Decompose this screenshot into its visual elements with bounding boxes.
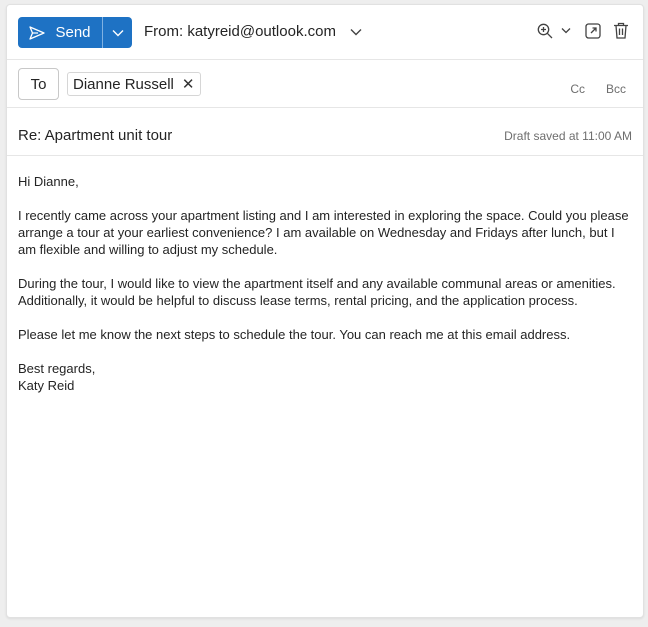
send-button-group <box>18 17 132 48</box>
subject-row <box>7 108 643 156</box>
send-button[interactable] <box>18 17 102 48</box>
from-label: From: katyreid@outlook.com <box>144 23 336 40</box>
compose-window <box>6 4 644 618</box>
chevron-down-icon[interactable] <box>350 28 362 36</box>
zoom-in-icon <box>537 23 553 39</box>
signature: Katy Reid <box>18 378 75 393</box>
zoom-button[interactable] <box>537 23 573 39</box>
to-button[interactable]: To <box>18 68 59 100</box>
to-row <box>7 60 643 108</box>
body-paragraph: Please let me know the next steps to schedule the tour. You can reach me at this email address. <box>18 327 571 342</box>
body-paragraph: During the tour, I would like to view the apartment itself and any available communal areas or amenities. Additionally, it would be helpful to discuss lease terms, rental pricing, and the application process. <box>18 276 616 308</box>
greeting: Hi Dianne, <box>18 174 79 189</box>
send-options-button[interactable] <box>102 17 132 48</box>
remove-recipient-icon[interactable]: ✕ <box>181 75 195 93</box>
message-body[interactable] <box>18 173 632 394</box>
cc-button[interactable]: Cc <box>570 82 585 96</box>
cc-bcc-links <box>570 82 626 96</box>
subject-input[interactable]: Re: Apartment unit tour <box>18 127 173 144</box>
trash-icon <box>613 22 629 39</box>
bcc-button[interactable]: Bcc <box>605 82 626 96</box>
from-selector[interactable] <box>144 23 362 40</box>
send-icon <box>29 26 45 40</box>
send-label: Send <box>55 24 91 41</box>
chevron-down-icon <box>112 29 124 37</box>
pop-out-button[interactable] <box>585 23 601 39</box>
draft-status: Draft saved at 11:00 AM <box>504 129 632 143</box>
pop-out-icon <box>585 23 601 39</box>
closing: Best regards, <box>18 361 96 376</box>
header-tools <box>537 22 629 39</box>
recipient-chip[interactable] <box>67 72 201 96</box>
recipient-name: Dianne Russell <box>73 75 174 93</box>
discard-button[interactable] <box>613 22 629 39</box>
chevron-down-icon <box>559 27 573 35</box>
body-paragraph: I recently came across your apartment listing and I am interested in exploring the space. Could you please arrange a tour at your earliest convenience? I am available on Wednesday and Fridays after lunch, but I am flexible and willing to adjust my schedule. <box>18 208 629 257</box>
compose-header <box>7 5 643 60</box>
